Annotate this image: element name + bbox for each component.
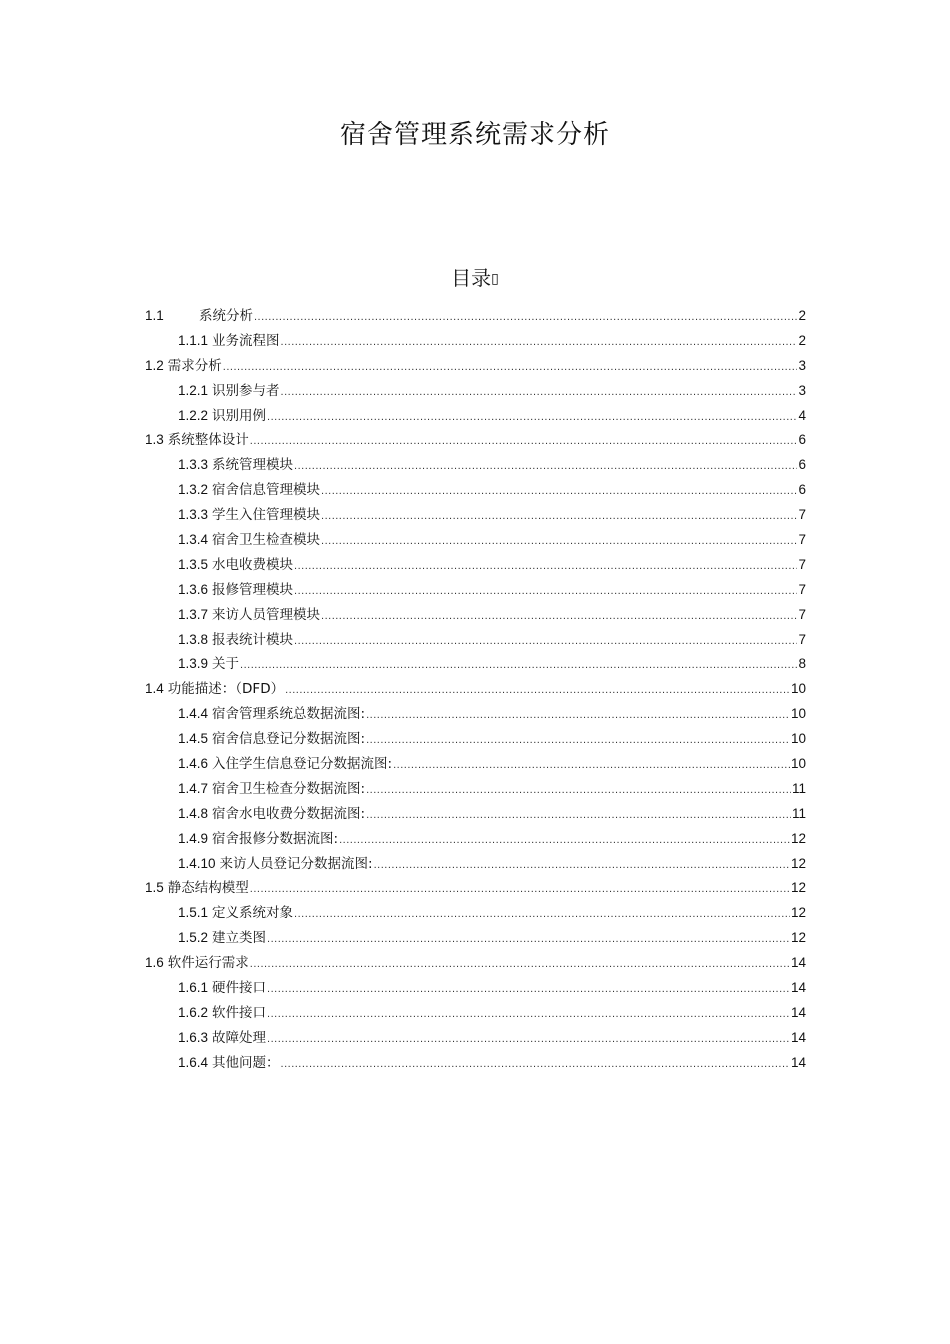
- toc-entry-page: 7: [798, 532, 806, 548]
- toc-entry-page: 10: [790, 681, 806, 697]
- toc-entry-number: 1.3.9: [178, 656, 209, 672]
- toc-entry-number: 1.2.2: [178, 407, 209, 423]
- toc-entry[interactable]: [145, 677, 806, 702]
- toc-entry-title: 系统管理模块: [212, 457, 294, 474]
- toc-entry[interactable]: [145, 652, 806, 677]
- toc-entry[interactable]: [145, 827, 806, 852]
- toc-entry-title: 宿舍卫生检查模块: [212, 532, 321, 549]
- toc-entry-page: 2: [798, 308, 806, 323]
- toc-entry[interactable]: [145, 428, 806, 453]
- toc-entry-number: 1.4.4: [178, 706, 209, 722]
- toc-dot-leader: [250, 952, 790, 977]
- toc-entry-number: 1.1: [145, 308, 164, 323]
- toc-heading-glyph: ▯: [491, 271, 499, 287]
- toc-entry-number: 1.3.7: [178, 606, 209, 622]
- toc-dot-leader: [285, 678, 790, 703]
- toc-dot-leader: [267, 1027, 790, 1052]
- toc-dot-leader: [250, 429, 798, 454]
- toc-entry-number: 1.4.9: [178, 830, 209, 846]
- toc-entry[interactable]: [145, 553, 806, 578]
- toc-dot-leader: [366, 703, 790, 728]
- toc-entry-number: 1.1.1: [178, 332, 209, 348]
- toc-entry-title: 宿舍信息管理模块: [212, 482, 321, 499]
- toc-entry-number: 1.3.3: [178, 507, 209, 523]
- toc-entry-number: 1.4.7: [178, 780, 209, 796]
- toc-entry-title: 识别参与者: [212, 382, 280, 399]
- toc-entry[interactable]: [145, 976, 806, 1001]
- toc-entry-page: 12: [790, 855, 806, 871]
- toc-entry-title: 来访人员登记分数据流图:: [219, 855, 373, 872]
- toc-entry-page: 3: [798, 382, 806, 398]
- toc-entry-title: 建立类图: [212, 930, 267, 947]
- toc-entry-number: 1.4.10: [178, 855, 216, 871]
- toc-dot-leader: [294, 629, 797, 654]
- toc-entry-page: 7: [798, 631, 806, 647]
- toc-entry-page: 12: [790, 905, 806, 921]
- toc-entry-number: 1.4: [145, 681, 164, 697]
- toc-entry-title: 入住学生信息登记分数据流图:: [212, 756, 393, 773]
- toc-entry-number: 1.2: [145, 357, 164, 373]
- toc-dot-leader: [267, 977, 790, 1002]
- toc-entry-title: 系统分析: [199, 308, 253, 324]
- toc-entry-page: 14: [790, 1029, 806, 1045]
- toc-entry-title: 软件运行需求: [167, 955, 249, 972]
- toc-entry-number: 1.6.2: [178, 1004, 209, 1020]
- toc-entry-title: 需求分析: [167, 357, 222, 374]
- toc-entry-page: 7: [798, 556, 806, 572]
- toc-entry-title: 水电收费模块: [212, 556, 294, 573]
- toc-entry-title: 其他问题：: [212, 1054, 280, 1071]
- toc-entry-page: 6: [798, 432, 806, 448]
- toc-entry-title: 来访人员管理模块: [212, 606, 321, 623]
- toc-entry-number: 1.6.3: [178, 1029, 209, 1045]
- toc-dot-leader: [267, 405, 797, 430]
- toc-entry[interactable]: [145, 503, 806, 528]
- toc-entry-title: 系统整体设计: [167, 432, 249, 449]
- toc-dot-leader: [366, 803, 791, 828]
- toc-entry[interactable]: [145, 603, 806, 628]
- toc-entry[interactable]: [145, 528, 806, 553]
- toc-dot-leader: [281, 1052, 790, 1077]
- table-of-contents: [145, 304, 806, 1076]
- toc-entry-title: 关于: [212, 656, 240, 673]
- toc-entry[interactable]: [145, 802, 806, 827]
- toc-dot-leader: [254, 305, 797, 330]
- toc-entry[interactable]: [145, 628, 806, 653]
- toc-entry-number: 1.5.2: [178, 930, 209, 946]
- toc-entry-title: 定义系统对象: [212, 905, 294, 922]
- toc-entry[interactable]: [145, 852, 806, 877]
- toc-dot-leader: [393, 753, 790, 778]
- toc-entry-number: 1.2.1: [178, 382, 209, 398]
- toc-entry-number: 1.6.1: [178, 980, 209, 996]
- toc-entry-number: 1.5.1: [178, 905, 209, 921]
- toc-entry-page: 14: [790, 980, 806, 996]
- toc-entry-title: 业务流程图: [212, 332, 280, 349]
- toc-entry-page: 4: [798, 407, 806, 423]
- toc-dot-leader: [321, 604, 797, 629]
- toc-entry[interactable]: [145, 1051, 806, 1076]
- toc-entry-title: 静态结构模型: [167, 880, 249, 897]
- toc-entry-page: 12: [790, 880, 806, 896]
- toc-entry-title: 功能描述：（DFD）: [167, 681, 285, 698]
- toc-entry-title: 硬件接口: [212, 980, 267, 997]
- toc-entry[interactable]: [145, 901, 806, 926]
- toc-entry-page: 7: [798, 606, 806, 622]
- toc-entry[interactable]: [145, 727, 806, 752]
- toc-heading-text: 目录: [451, 266, 492, 290]
- toc-dot-leader: [374, 853, 790, 878]
- toc-entry-title: 宿舍报修分数据流图:: [212, 830, 339, 847]
- toc-dot-leader: [321, 504, 797, 529]
- toc-entry-page: 7: [798, 507, 806, 523]
- toc-dot-leader: [321, 479, 797, 504]
- toc-entry[interactable]: [145, 1026, 806, 1051]
- toc-entry-page: 2: [798, 332, 806, 348]
- toc-entry-page: 14: [790, 1054, 806, 1070]
- toc-dot-leader: [281, 380, 798, 405]
- toc-entry-page: 3: [798, 357, 806, 373]
- toc-entry-title: 故障处理: [212, 1029, 267, 1046]
- toc-entry-number: 1.4.8: [178, 805, 209, 821]
- toc-dot-leader: [267, 1002, 790, 1027]
- toc-entry-title: 宿舍卫生检查分数据流图:: [212, 780, 366, 797]
- toc-entry-number: 1.5: [145, 880, 164, 896]
- toc-dot-leader: [366, 778, 791, 803]
- toc-entry-number: 1.4.6: [178, 756, 209, 772]
- toc-heading: [0, 262, 950, 291]
- toc-entry[interactable]: [145, 1001, 806, 1026]
- toc-entry-title: 宿舍管理系统总数据流图:: [212, 706, 366, 723]
- toc-dot-leader: [294, 902, 790, 927]
- toc-entry[interactable]: [145, 453, 806, 478]
- toc-dot-leader: [339, 828, 790, 853]
- document-title: 宿舍管理系统需求分析: [339, 120, 610, 150]
- toc-entry[interactable]: [145, 702, 806, 727]
- toc-entry-page: 10: [790, 706, 806, 722]
- toc-entry[interactable]: [145, 354, 806, 379]
- toc-entry[interactable]: [145, 329, 806, 354]
- toc-entry-number: 1.3.8: [178, 631, 209, 647]
- toc-entry[interactable]: [145, 379, 806, 404]
- toc-dot-leader: [267, 927, 790, 952]
- toc-dot-leader: [294, 554, 797, 579]
- toc-entry[interactable]: [145, 404, 806, 429]
- toc-entry-title: 软件接口: [212, 1004, 267, 1021]
- toc-entry-page: 10: [790, 756, 806, 772]
- toc-dot-leader: [294, 454, 797, 479]
- toc-entry-page: 12: [790, 830, 806, 846]
- toc-entry[interactable]: [145, 752, 806, 777]
- toc-entry-page: 11: [791, 780, 806, 796]
- toc-entry-number: 1.3.2: [178, 482, 209, 498]
- toc-entry-number: 1.3: [145, 432, 164, 448]
- toc-dot-leader: [366, 728, 790, 753]
- toc-entry-number: 1.3.4: [178, 532, 209, 548]
- toc-dot-leader: [240, 653, 797, 678]
- toc-entry-number: 1.6.4: [178, 1054, 209, 1070]
- toc-entry[interactable]: [145, 777, 806, 802]
- toc-entry-number: 1.3.5: [178, 556, 209, 572]
- toc-entry[interactable]: [145, 876, 806, 901]
- toc-dot-leader: [294, 579, 797, 604]
- toc-dot-leader: [223, 355, 798, 380]
- toc-entry[interactable]: [145, 578, 806, 603]
- toc-entry[interactable]: [145, 304, 806, 329]
- toc-entry-number: 1.6: [145, 955, 164, 971]
- toc-dot-leader: [250, 877, 790, 902]
- toc-entry-page: 11: [791, 805, 806, 821]
- toc-dot-leader: [281, 330, 798, 355]
- toc-entry-page: 14: [790, 1004, 806, 1020]
- toc-entry-number: 1.4.5: [178, 731, 209, 747]
- toc-entry-title: 学生入住管理模块: [212, 507, 321, 524]
- toc-dot-leader: [321, 529, 797, 554]
- toc-entry-title: 识别用例: [212, 407, 267, 424]
- toc-entry-page: 10: [790, 731, 806, 747]
- toc-entry-page: 6: [798, 457, 806, 473]
- toc-entry-page: 14: [790, 955, 806, 971]
- toc-entry-number: 1.3.6: [178, 581, 209, 597]
- toc-entry-page: 8: [798, 656, 806, 672]
- toc-entry-title: 报修管理模块: [212, 581, 294, 598]
- toc-entry-page: 6: [798, 482, 806, 498]
- toc-entry-number: 1.3.3: [178, 457, 209, 473]
- toc-entry-page: 12: [790, 930, 806, 946]
- toc-entry[interactable]: [145, 478, 806, 503]
- toc-entry-title: 宿舍水电收费分数据流图:: [212, 805, 366, 822]
- toc-entry[interactable]: [145, 926, 806, 951]
- toc-entry-title: 宿舍信息登记分数据流图:: [212, 731, 366, 748]
- toc-entry[interactable]: [145, 951, 806, 976]
- toc-entry-page: 7: [798, 581, 806, 597]
- toc-entry-title: 报表统计模块: [212, 631, 294, 648]
